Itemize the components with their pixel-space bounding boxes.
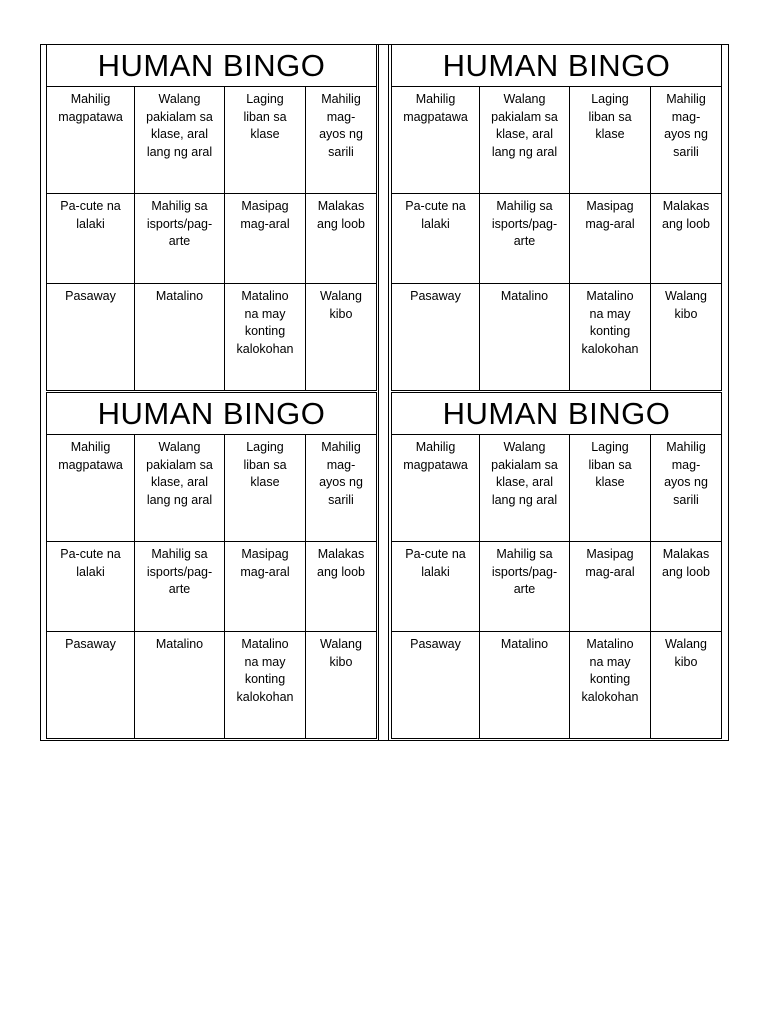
bingo-cell: Walang pakialam sa klase, aral lang ng aral: [135, 87, 225, 194]
bingo-cell: Masipag mag-aral: [570, 542, 651, 632]
bingo-cell: Laging liban sa klase: [225, 87, 306, 194]
bingo-grid: [47, 87, 376, 390]
center-divider: [378, 44, 389, 741]
bingo-cell: Matalino: [135, 632, 225, 738]
bingo-grid: [392, 87, 721, 390]
bingo-cell: Laging liban sa klase: [225, 435, 306, 542]
bingo-cell: Mahilig sa isports/pag- arte: [480, 194, 570, 284]
bingo-cell: Pa-cute na lalaki: [47, 194, 135, 284]
bingo-card-3: [46, 392, 377, 739]
bingo-cell: Pasaway: [392, 284, 480, 390]
bingo-cell: Mahilig magpatawa: [392, 87, 480, 194]
bingo-cell: Walang pakialam sa klase, aral lang ng aral: [480, 435, 570, 542]
bingo-cell: Walang pakialam sa klase, aral lang ng aral: [480, 87, 570, 194]
bingo-cell: Walang kibo: [665, 289, 707, 321]
bingo-cell: Matalino na may konting kalokohan: [225, 284, 306, 390]
bingo-cell: Pasaway: [392, 632, 480, 738]
bingo-cell: Mahilig mag- ayos ng sarili: [651, 87, 721, 194]
bingo-cell: Mahilig sa isports/pag- arte: [135, 194, 225, 284]
bingo-cell: Walang pakialam sa klase, aral lang ng aral: [135, 435, 225, 542]
bingo-cell: Laging liban sa klase: [570, 435, 651, 542]
bingo-cell: Matalino na may konting kalokohan: [570, 284, 651, 390]
bingo-cell: Masipag mag-aral: [225, 542, 306, 632]
bingo-cell: Masipag mag-aral: [570, 194, 651, 284]
bingo-cell: Pasaway: [47, 284, 135, 390]
card-title: HUMAN BINGO: [47, 393, 376, 435]
bingo-cell: Matalino: [480, 284, 570, 390]
bingo-cell: Pasaway: [47, 632, 135, 738]
bingo-card-1: [46, 44, 377, 391]
bingo-cell: Mahilig mag- ayos ng sarili: [651, 435, 721, 542]
bingo-cell: Laging liban sa klase: [570, 87, 651, 194]
bingo-cell: Pa-cute na lalaki: [392, 542, 480, 632]
bingo-cell: Pa-cute na lalaki: [392, 194, 480, 284]
bingo-cell: Matalino na may konting kalokohan: [570, 632, 651, 738]
bingo-grid: [392, 435, 721, 738]
bingo-cell: Masipag mag-aral: [225, 194, 306, 284]
card-title: HUMAN BINGO: [392, 45, 721, 87]
bingo-cell: Malakas ang loob: [306, 542, 376, 632]
bingo-card-2: [391, 44, 722, 391]
bingo-cell: Walang kibo: [320, 637, 362, 669]
bingo-cell: Pa-cute na lalaki: [47, 542, 135, 632]
bingo-cell: Walang kibo: [320, 289, 362, 321]
bingo-cell: Matalino: [480, 632, 570, 738]
bingo-cell: Mahilig mag- ayos ng sarili: [306, 435, 376, 542]
bingo-cell: Mahilig magpatawa: [47, 435, 135, 542]
bingo-cell: Malakas ang loob: [306, 194, 376, 284]
bingo-cell: Mahilig magpatawa: [392, 435, 480, 542]
card-title: HUMAN BINGO: [392, 393, 721, 435]
bingo-cell: Mahilig sa isports/pag- arte: [480, 542, 570, 632]
card-title: HUMAN BINGO: [47, 45, 376, 87]
bingo-cell: Malakas ang loob: [651, 542, 721, 632]
bingo-grid: [47, 435, 376, 738]
bingo-cell: Mahilig mag- ayos ng sarili: [306, 87, 376, 194]
bingo-cell: Matalino: [135, 284, 225, 390]
bingo-cell: Matalino na may konting kalokohan: [225, 632, 306, 738]
bingo-cell: Walang kibo: [665, 637, 707, 669]
bingo-cell: Malakas ang loob: [651, 194, 721, 284]
bingo-card-4: [391, 392, 722, 739]
bingo-cell: Mahilig sa isports/pag- arte: [135, 542, 225, 632]
bingo-cell: Mahilig magpatawa: [47, 87, 135, 194]
